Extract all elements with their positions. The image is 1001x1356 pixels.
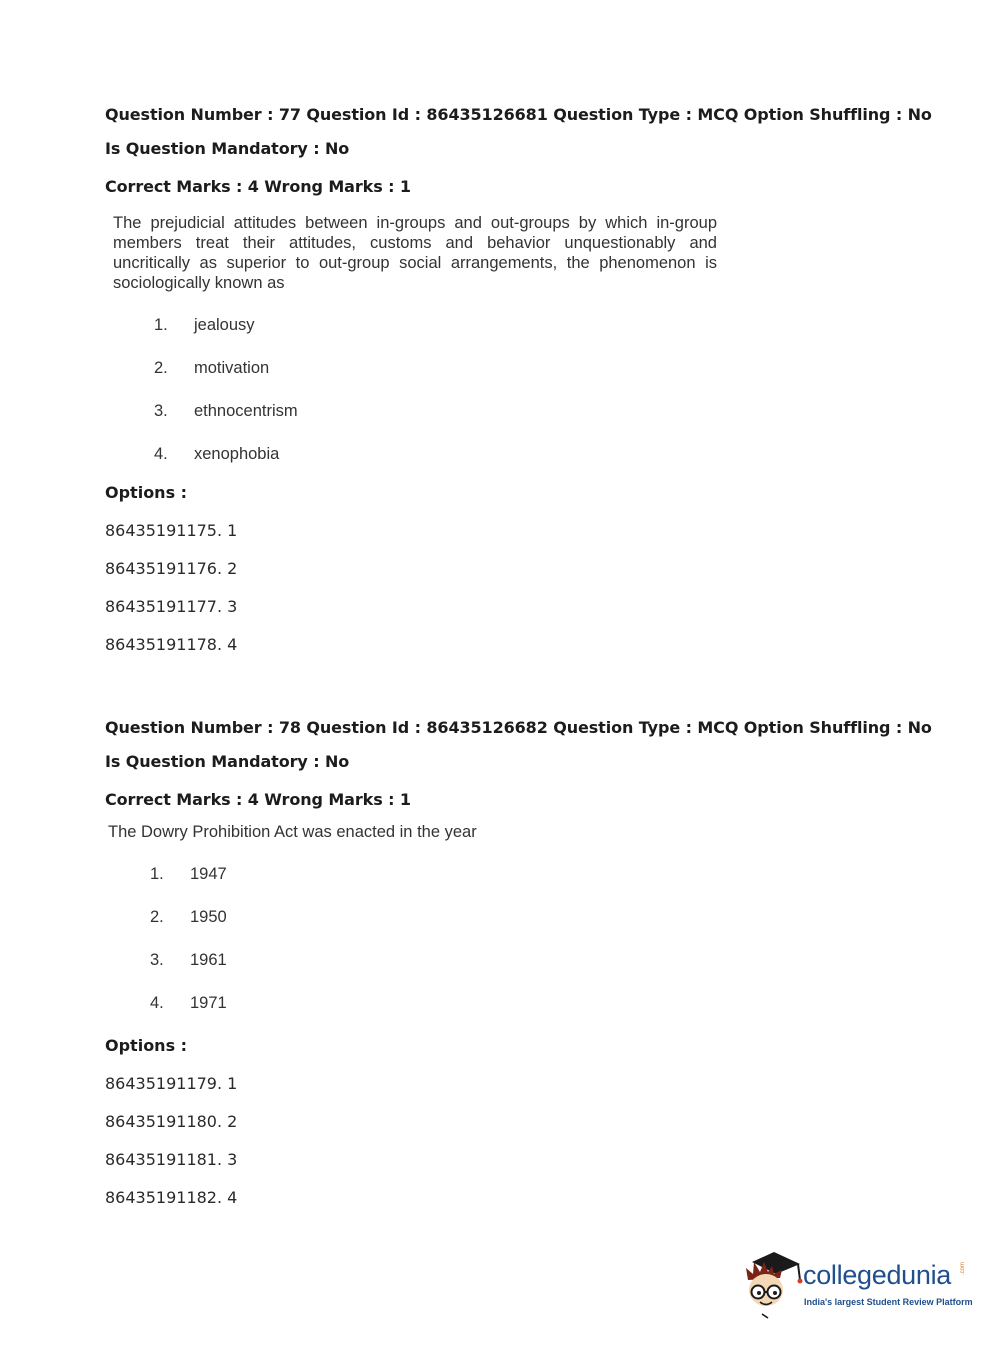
question-header: Question Number : 78 Question Id : 86435126682 Question Type : MCQ Option Shuffling : No	[105, 718, 932, 737]
choice-text: 1961	[190, 951, 227, 969]
options-label: Options :	[105, 483, 188, 502]
choice-item	[154, 316, 255, 335]
option-id: 86435191179. 1	[105, 1074, 238, 1093]
choice-number: 3.	[154, 402, 168, 420]
choice-item	[150, 865, 227, 884]
choice-item	[154, 445, 279, 464]
option-id: 86435191182. 4	[105, 1188, 238, 1207]
logo-com-suffix: .com	[960, 1261, 966, 1275]
option-id: 86435191175. 1	[105, 521, 238, 540]
choice-text: jealousy	[194, 316, 255, 334]
choice-text: 1971	[190, 994, 227, 1012]
option-id: 86435191176. 2	[105, 559, 238, 578]
student-mascot-icon	[742, 1250, 804, 1320]
question-mandatory: Is Question Mandatory : No	[105, 139, 350, 158]
question-header: Question Number : 77 Question Id : 86435126681 Question Type : MCQ Option Shuffling : No	[105, 105, 932, 124]
logo-tagline: India's largest Student Review Platform	[804, 1297, 973, 1307]
choice-item	[154, 402, 298, 421]
choice-text: 1947	[190, 865, 227, 883]
question-text: The Dowry Prohibition Act was enacted in the year	[108, 823, 477, 841]
question-mandatory: Is Question Mandatory : No	[105, 752, 350, 771]
choice-number: 4.	[154, 445, 168, 463]
choice-item	[150, 994, 227, 1013]
collegedunia-logo[interactable]	[742, 1250, 972, 1320]
choice-text: 1950	[190, 908, 227, 926]
choice-item	[154, 359, 269, 378]
option-id: 86435191180. 2	[105, 1112, 238, 1131]
choice-number: 4.	[150, 994, 164, 1012]
question-marks: Correct Marks : 4 Wrong Marks : 1	[105, 790, 411, 809]
choice-text: ethnocentrism	[194, 402, 298, 420]
option-id: 86435191181. 3	[105, 1150, 238, 1169]
options-label: Options :	[105, 1036, 188, 1055]
choice-number: 1.	[154, 316, 168, 334]
choice-number: 2.	[150, 908, 164, 926]
choice-text: xenophobia	[194, 445, 280, 463]
choice-item	[150, 908, 227, 927]
question-marks: Correct Marks : 4 Wrong Marks : 1	[105, 177, 411, 196]
choice-number: 1.	[150, 865, 164, 883]
choice-text: motivation	[194, 359, 270, 377]
choice-item	[150, 951, 227, 970]
choice-number: 2.	[154, 359, 168, 377]
logo-wordmark: collegedunia	[803, 1260, 952, 1290]
choice-number: 3.	[150, 951, 164, 969]
option-id: 86435191177. 3	[105, 597, 238, 616]
option-id: 86435191178. 4	[105, 635, 238, 654]
question-text: The prejudicial attitudes between in-groups and out-groups by which in-group members treat their attitudes, customs and behavior unquestionably and uncritically as superior to out-group social arrangements, the phenomenon is sociologically known as	[113, 214, 717, 292]
